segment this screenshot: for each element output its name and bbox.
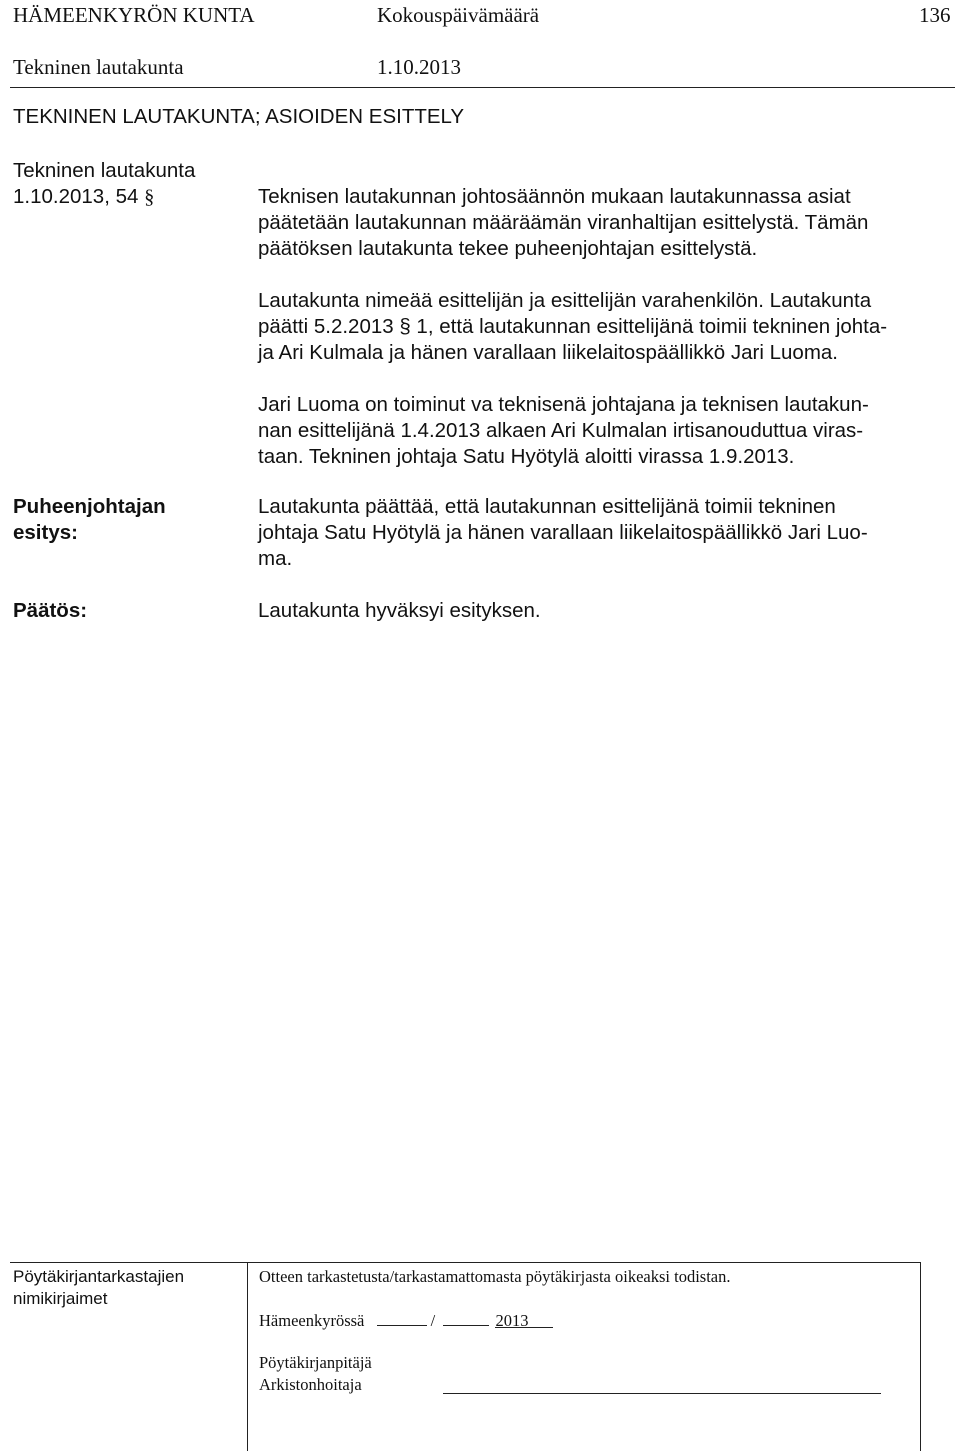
header-divider (10, 87, 955, 88)
decision-text (258, 598, 938, 624)
footer-left-divider (10, 1262, 247, 1263)
certification-text: Otteen tarkastetusta/tarkastamattomasta pöytäkirjasta oikeaksi todistan. (259, 1267, 731, 1286)
day-blank (377, 1309, 427, 1326)
signature-line (443, 1393, 881, 1394)
paragraph-line: taan. Tekninen johtaja Satu Hyötylä aloitti virassa 1.9.2013. (258, 445, 795, 468)
reference-item-number: 1.10.2013, 54 (13, 185, 139, 208)
paragraph-line: päätti 5.2.2013 § 1, että lautakunnan esittelijänä toimii tekninen johta- (258, 315, 888, 338)
section-mark-icon: § (144, 186, 155, 208)
paragraph-line: päätetään lautakunnan määräämän viranhaltijan esittelystä. Tämän (258, 211, 869, 234)
paragraph-line: Lautakunta päättää, että lautakunnan esittelijänä toimii tekninen (258, 495, 836, 518)
paragraph-1 (258, 184, 938, 262)
date-separator: / (430, 1311, 436, 1330)
year-text: 2013 (495, 1311, 529, 1330)
paragraph-line: Lautakunta nimeää esittelijän ja esittelijän varahenkilön. Lautakunta (258, 289, 872, 312)
record-keeper-label: Pöytäkirjanpitäjä (259, 1353, 372, 1372)
board-name: Tekninen lautakunta (13, 55, 184, 79)
paragraph-line: päätöksen lautakunta tekee puheenjohtajan esittelystä. (258, 237, 758, 260)
paragraph-line: Jari Luoma on toiminut va teknisenä johtajana ja teknisen lautakun- (258, 393, 869, 416)
section-title: TEKNINEN LAUTAKUNTA; ASIOIDEN ESITTELY (13, 105, 465, 128)
municipality-name: HÄMEENKYRÖN KUNTA (13, 3, 255, 27)
paragraph-line: ja Ari Kulmala ja hänen varallaan liikelaitospäällikkö Jari Luoma. (258, 341, 839, 364)
archivist-label: Arkistonhoitaja (259, 1375, 362, 1394)
footer-signature-label (13, 1266, 184, 1310)
paragraph-line: ma. (258, 547, 293, 570)
paragraph-3 (258, 392, 938, 470)
reference-board: Tekninen lautakunta (13, 159, 196, 182)
year-field (495, 1311, 553, 1328)
proposal-label-line: Puheenjohtajan (13, 495, 166, 518)
paragraph-line: Lautakunta hyväksyi esityksen. (258, 599, 541, 622)
paragraph-line: johtaja Satu Hyötylä ja hänen varallaan liikelaitospäällikkö Jari Luo- (258, 521, 868, 544)
proposal-label (13, 494, 166, 546)
page-number: 136 (919, 3, 951, 27)
proposal-text (258, 494, 938, 572)
proposal-label-line: esitys: (13, 521, 78, 544)
month-blank (443, 1309, 489, 1326)
footer-label-line: Pöytäkirjantarkastajien (13, 1267, 185, 1286)
paragraph-2 (258, 288, 938, 366)
footer-certification-box (247, 1262, 921, 1451)
place-date-line (259, 1309, 553, 1331)
paragraph-line: nan esittelijänä 1.4.2013 alkaen Ari Kulmalan irtisanouduttua viras- (258, 419, 864, 442)
place-name: Hämeenkyrössä (259, 1311, 365, 1330)
paragraph-line: Teknisen lautakunnan johtosäännön mukaan lautakunnassa asiat (258, 185, 851, 208)
reference-item (13, 184, 154, 210)
decision-label: Päätös: (13, 599, 88, 622)
meeting-date: 1.10.2013 (377, 55, 461, 79)
document-type: Kokouspäivämäärä (377, 3, 540, 27)
footer-label-line: nimikirjaimet (13, 1289, 108, 1308)
